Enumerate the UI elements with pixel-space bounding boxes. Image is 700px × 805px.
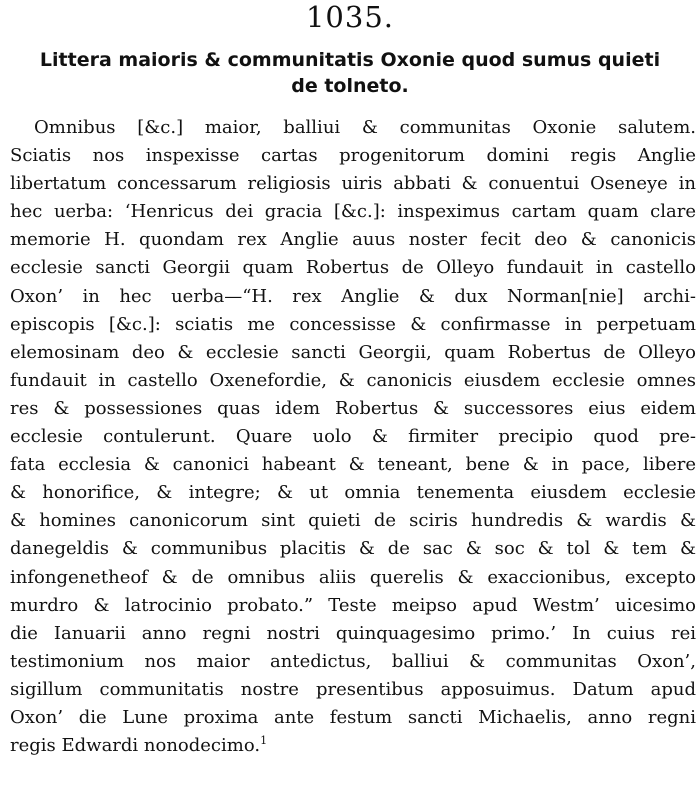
body-line: elemosinam deo & ecclesie sancti Georgii, quam Robertus de Olleyo bbox=[10, 341, 696, 363]
body-line: & homines canonicorum sint quieti de sciris hundredis & wardis & bbox=[10, 510, 696, 532]
body-line: episcopis [&c.]: sciatis me concessisse & confirmasse in perpetuam bbox=[10, 313, 696, 335]
body-line: libertatum concessarum religiosis uiris abbati & conuentui Oseneye in bbox=[10, 173, 696, 195]
body-line: memorie H. quondam rex Anglie auus noster fecit deo & canonicis bbox=[10, 229, 696, 251]
body-line-last bbox=[10, 732, 696, 760]
body-line: Oxon’ in hec uerba—“H. rex Anglie & dux Norman[nie] archi- bbox=[10, 285, 696, 307]
document-number: 1035. bbox=[305, 0, 395, 34]
body-line: Oxon’ die Lune proxima ante festum sancti Michaelis, anno regni bbox=[10, 706, 696, 728]
body-line: res & possessiones quas idem Robertus & successores eius eidem bbox=[10, 397, 696, 419]
body-line: ecclesie sancti Georgii quam Robertus de Olleyo fundauit in castello bbox=[10, 257, 696, 279]
document-body bbox=[10, 114, 696, 760]
body-line: sigillum communitatis nostre presentibus apposuimus. Datum apud bbox=[10, 678, 696, 700]
body-line-last-text: regis Edwardi nonodecimo. bbox=[10, 735, 261, 757]
body-line: infongenetheof & de omnibus aliis querelis & exaccionibus, excepto bbox=[10, 566, 696, 588]
body-line: Omnibus [&c.] maior, balliui & communitas Oxonie salutem. bbox=[34, 117, 696, 138]
body-line: ecclesie contulerunt. Quare uolo & firmiter precipio quod pre- bbox=[10, 426, 696, 448]
document-heading-line-2: de tolneto. bbox=[291, 75, 409, 97]
body-line: Sciatis nos inspexisse cartas progenitorum domini regis Anglie bbox=[10, 145, 696, 167]
footnote-marker: 1 bbox=[260, 734, 268, 748]
body-line: die Ianuarii anno regni nostri quinquagesimo primo.’ In cuius rei bbox=[10, 622, 696, 644]
body-line: testimonium nos maior antedictus, balliui & communitas Oxon’, bbox=[10, 650, 696, 672]
body-line: fundauit in castello Oxenefordie, & canonicis eiusdem ecclesie omnes bbox=[10, 369, 696, 391]
body-line: danegeldis & communibus placitis & de sac & soc & tol & tem & bbox=[10, 538, 696, 560]
body-line: & honorifice, & integre; & ut omnia tenementa eiusdem ecclesie bbox=[10, 482, 696, 504]
body-line: fata ecclesia & canonici habeant & teneant, bene & in pace, libere bbox=[10, 454, 696, 476]
body-line: hec uerba: ‘Henricus dei gracia [&c.]: inspeximus cartam quam clare bbox=[10, 201, 696, 223]
document-heading-line-1: Littera maioris & communitatis Oxonie quod sumus quieti bbox=[39, 49, 661, 71]
body-line: murdro & latrocinio probato.” Teste meipso apud Westm’ uicesimo bbox=[10, 594, 696, 616]
